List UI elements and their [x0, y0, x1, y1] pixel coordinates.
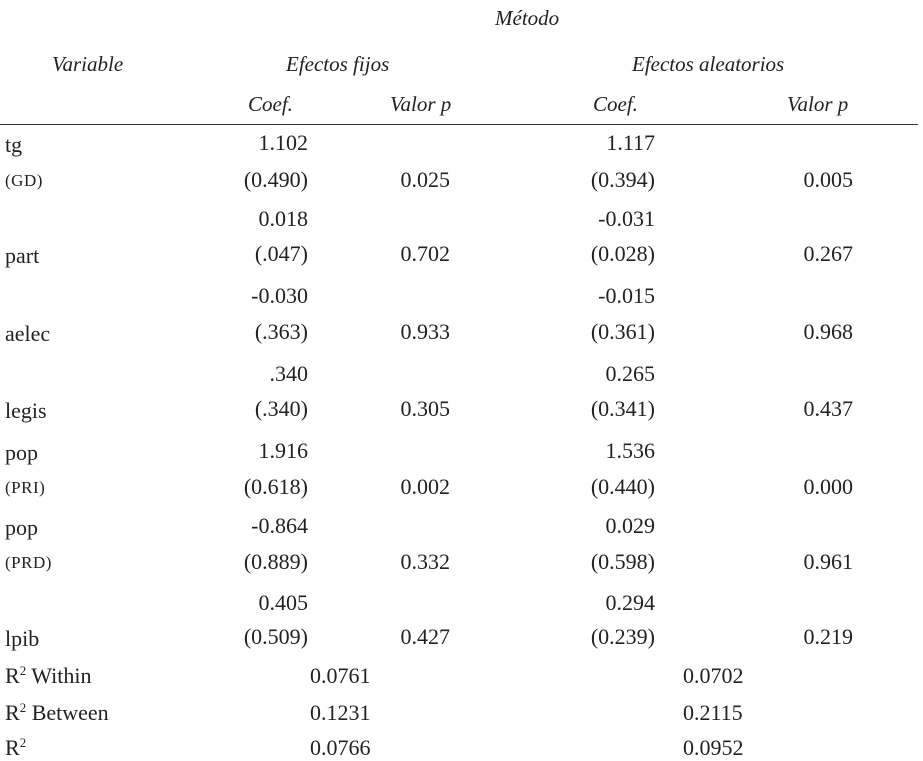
fixed-effects-header: Efectos fijos — [286, 52, 390, 76]
method-header: Método — [495, 6, 560, 30]
variable-name: tg — [5, 132, 23, 157]
pvalue-re: 0.267 — [803, 241, 853, 266]
variable-name: pop — [5, 440, 38, 465]
pvalue-fe: 0.332 — [400, 549, 450, 574]
coef-fe: -0.030 — [251, 283, 308, 308]
coef-re: 1.117 — [606, 130, 655, 155]
variable-name: lpib — [5, 626, 40, 651]
variable-name: aelec — [5, 321, 51, 346]
pvalue-re: 0.000 — [803, 474, 853, 499]
fit-value-fe: 0.0766 — [310, 735, 371, 760]
random-effects-header: Efectos aleatorios — [632, 52, 785, 76]
coef-re: -0.031 — [598, 206, 655, 231]
pvalue-re: 0.005 — [803, 167, 853, 192]
stderr-re: (0.440) — [590, 474, 655, 499]
pvalue-fe: 0.702 — [400, 241, 450, 266]
fit-label-within: $R^2$ Within — [5, 663, 92, 688]
pvalue-re-header: Valor p — [787, 92, 849, 116]
fit-label-between: $R^2$ Between — [5, 700, 109, 725]
header-rule — [0, 124, 918, 125]
fit-value-fe: 0.0761 — [310, 663, 371, 688]
variable-qualifier: (GD) — [5, 171, 43, 190]
coef-fe: .340 — [269, 361, 308, 386]
pvalue-fe: 0.305 — [400, 396, 450, 421]
variable-qualifier: (PRI) — [5, 478, 46, 497]
coef-re: -0.015 — [598, 283, 655, 308]
stderr-fe: (0.509) — [243, 624, 308, 649]
coef-fe: 0.018 — [258, 206, 308, 231]
stderr-re: (0.361) — [590, 319, 655, 344]
stderr-re: (0.341) — [590, 396, 655, 421]
coef-fe: -0.864 — [251, 513, 308, 538]
stderr-fe: (0.490) — [243, 167, 308, 192]
coef-re: 0.265 — [605, 361, 655, 386]
stderr-re: (0.028) — [590, 241, 655, 266]
pvalue-fe: 0.933 — [400, 319, 450, 344]
coef-re: 0.294 — [605, 590, 655, 615]
stderr-fe: (.047) — [254, 241, 308, 266]
fit-value-re: 0.2115 — [683, 700, 743, 725]
pvalue-re: 0.961 — [803, 549, 853, 574]
pvalue-fe: 0.025 — [400, 167, 450, 192]
stderr-fe: (.363) — [254, 319, 308, 344]
fit-value-fe: 0.1231 — [310, 700, 371, 725]
pvalue-re: 0.437 — [803, 396, 853, 421]
fit-value-re: 0.0952 — [683, 735, 744, 760]
coef-re: 0.029 — [605, 513, 655, 538]
variable-name: part — [5, 243, 40, 268]
pvalue-fe: 0.427 — [400, 624, 450, 649]
pvalue-re: 0.968 — [803, 319, 853, 344]
coef-fe: 0.405 — [258, 590, 308, 615]
pvalue-fe: 0.002 — [400, 474, 450, 499]
variable-name: pop — [5, 515, 38, 540]
fit-value-re: 0.0702 — [683, 663, 744, 688]
coef-re-header: Coef. — [593, 92, 638, 116]
stderr-re: (0.239) — [590, 624, 655, 649]
stderr-re: (0.598) — [590, 549, 655, 574]
coef-fe-header: Coef. — [248, 92, 293, 116]
stderr-fe: (.340) — [254, 396, 308, 421]
pvalue-fe-header: Valor p — [390, 92, 452, 116]
coef-re: 1.536 — [605, 438, 655, 463]
pvalue-re: 0.219 — [803, 624, 853, 649]
coef-fe: 1.916 — [258, 438, 308, 463]
coef-fe: 1.102 — [258, 130, 308, 155]
stderr-fe: (0.889) — [243, 549, 308, 574]
variable-qualifier: (PRD) — [5, 553, 52, 572]
fit-label-overall: $R^2$ — [5, 735, 27, 760]
stderr-re: (0.394) — [590, 167, 655, 192]
variable-name: legis — [5, 398, 47, 423]
stderr-fe: (0.618) — [243, 474, 308, 499]
variable-header: Variable — [52, 52, 124, 76]
